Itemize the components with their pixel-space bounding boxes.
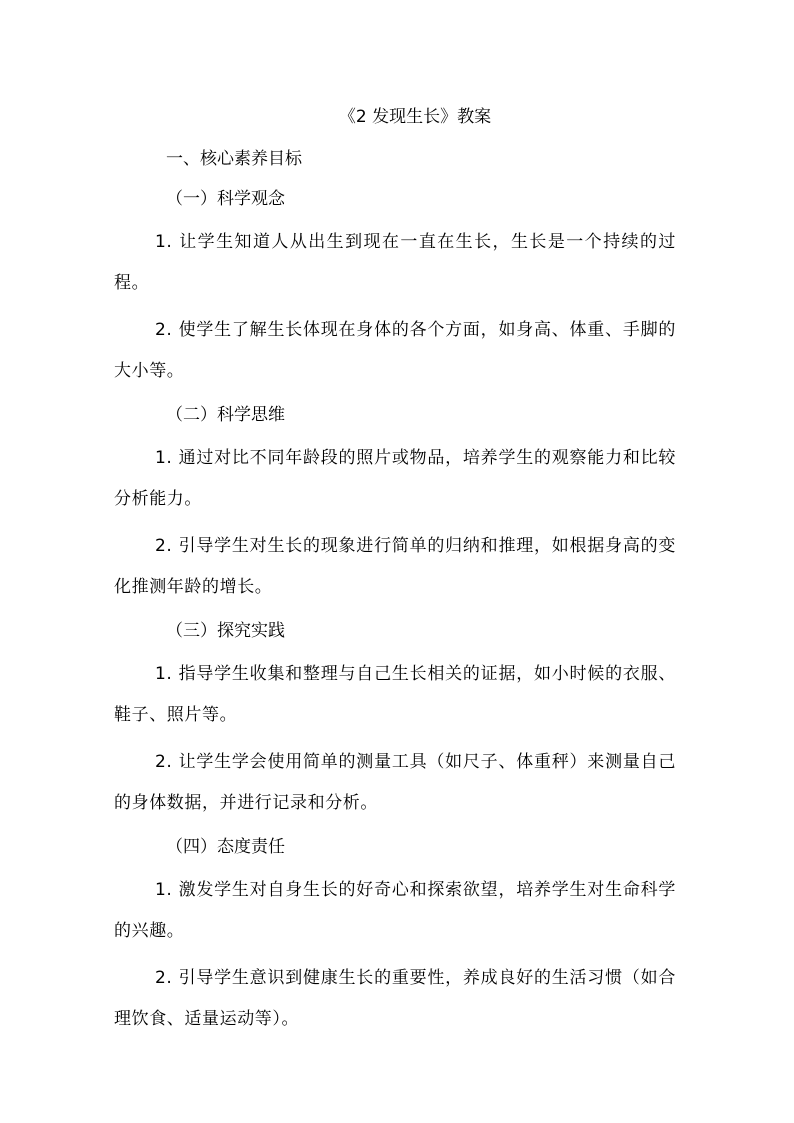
paragraph: 1. 通过对比不同年龄段的照片或物品，培养学生的观察能力和比较分析能力。 [114, 448, 676, 509]
subsection-heading-science-concept: （一）科学观念 [166, 189, 285, 209]
paragraph: 2. 使学生了解生长体现在身体的各个方面，如身高、体重、手脚的大小等。 [114, 320, 676, 381]
paragraph: 2. 引导学生对生长的现象进行简单的归纳和推理，如根据身高的变化推测年龄的增长。 [114, 536, 676, 597]
paragraph: 1. 让学生知道人从出生到现在一直在生长，生长是一个持续的过程。 [114, 232, 676, 293]
document-title: 《2 发现生长》教案 [338, 107, 492, 127]
paragraph: 1. 指导学生收集和整理与自己生长相关的证据，如小时候的衣服、鞋子、照片等。 [114, 664, 676, 725]
paragraph: 2. 让学生学会使用简单的测量工具（如尺子、体重秤）来测量自己的身体数据，并进行记录和分析。 [114, 752, 676, 813]
subsection-heading-science-thinking: （二）科学思维 [166, 405, 285, 425]
section-heading-core-goals: 一、核心素养目标 [166, 149, 302, 169]
paragraph: 2. 引导学生意识到健康生长的重要性，养成良好的生活习惯（如合理饮食、适量运动等）。 [114, 968, 676, 1029]
subsection-heading-attitude-responsibility: （四）态度责任 [166, 837, 285, 857]
paragraph: 1. 激发学生对自身生长的好奇心和探索欲望，培养学生对生命科学的兴趣。 [114, 880, 676, 941]
subsection-heading-inquiry-practice: （三）探究实践 [166, 621, 285, 641]
